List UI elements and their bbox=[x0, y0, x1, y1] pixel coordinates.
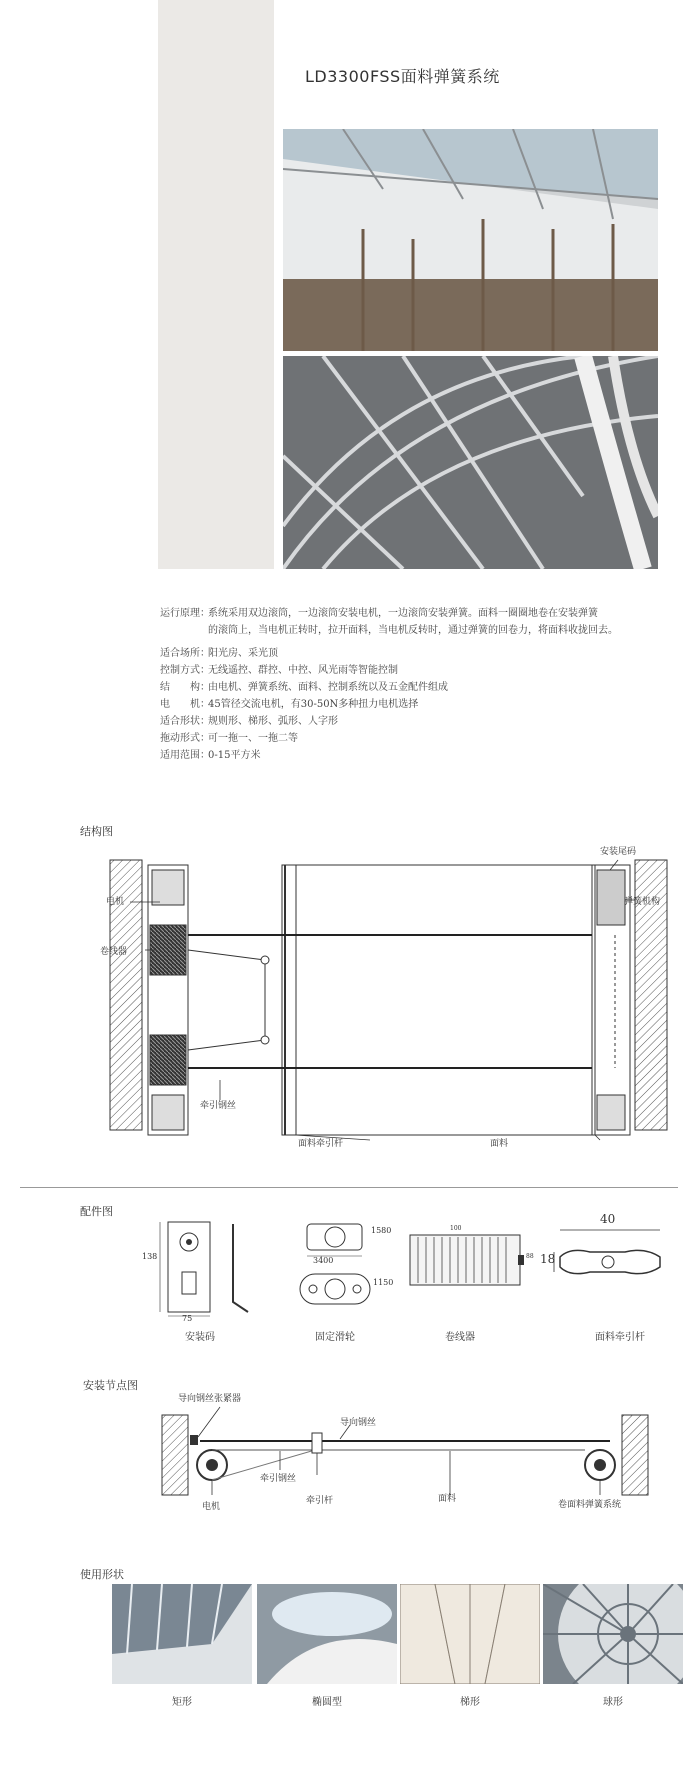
label-reel: 卷线器 bbox=[100, 947, 128, 957]
spec-label: 运行原理： bbox=[160, 608, 210, 619]
shape-photo-trapezoid bbox=[400, 1584, 540, 1684]
shape-caption: 椭圆型 bbox=[312, 1697, 342, 1708]
label-pull-bar: 面料牵引杆 bbox=[298, 1139, 344, 1149]
side-band bbox=[158, 0, 274, 569]
spec-row-control bbox=[160, 663, 398, 679]
spec-row-motor bbox=[160, 697, 418, 713]
spec-label: 拖动形式： bbox=[160, 733, 210, 744]
shape-caption: 球形 bbox=[603, 1697, 623, 1708]
part-caption: 面料牵引杆 bbox=[595, 1332, 645, 1343]
part-dim: 88 bbox=[526, 1253, 534, 1260]
spec-row-range bbox=[160, 748, 260, 764]
spec-row-principle bbox=[160, 606, 598, 622]
spec-label: 结 构： bbox=[160, 682, 210, 693]
spec-text: 的滚筒上，当电机正转时，拉开面料，当电机反转时，通过弹簧的回卷力，将面料收拢回去。 bbox=[208, 625, 618, 636]
shape-photo-sphere bbox=[543, 1584, 683, 1684]
reel-bottom bbox=[150, 1035, 186, 1085]
label-fabric: 面料 bbox=[490, 1139, 509, 1149]
part-dim: 18 bbox=[540, 1252, 556, 1266]
shape-photo-ellipse bbox=[257, 1584, 397, 1684]
spec-row-shape bbox=[160, 714, 338, 730]
end-head-right bbox=[597, 1095, 625, 1130]
label-wire: 牵引钢丝 bbox=[200, 1101, 237, 1111]
reel-top bbox=[150, 925, 186, 975]
label-motor: 电机 bbox=[106, 897, 125, 907]
part-dim: 75 bbox=[182, 1314, 193, 1323]
part-dim: 100 bbox=[450, 1225, 462, 1232]
spec-row-structure bbox=[160, 680, 448, 696]
shape-caption: 矩形 bbox=[172, 1697, 192, 1708]
lattice-photo-bottom bbox=[283, 356, 658, 569]
part-dim: 40 bbox=[600, 1212, 616, 1226]
label-pull-bar: 牵引杆 bbox=[306, 1496, 334, 1506]
spec-label: 适用范围： bbox=[160, 750, 210, 761]
spec-text: 由电机、弹簧系统、面料、控制系统以及五金配件组成 bbox=[208, 682, 448, 693]
label-fabric: 面料 bbox=[438, 1494, 457, 1504]
part-reel bbox=[400, 1225, 540, 1305]
section-divider bbox=[20, 1187, 678, 1188]
spec-label: 适合形状： bbox=[160, 716, 210, 727]
spec-text: 45管径交流电机，有30-50N多种扭力电机选择 bbox=[208, 699, 419, 710]
spec-row-principle-cont bbox=[160, 623, 618, 639]
spec-text: 0-15平方米 bbox=[208, 750, 261, 761]
roof-photo-top bbox=[283, 129, 658, 351]
shape-photo-rectangle bbox=[112, 1584, 252, 1684]
spec-row-drag bbox=[160, 731, 298, 747]
page-title: LD3300FSS面料弹簧系统 bbox=[305, 67, 500, 86]
part-dim: 1580 bbox=[371, 1226, 392, 1235]
motor-head bbox=[152, 870, 184, 905]
label-spring: 弹簧机构 bbox=[624, 897, 661, 907]
part-caption: 卷线器 bbox=[445, 1332, 475, 1343]
part-pull-bar-profile bbox=[540, 1212, 670, 1312]
fabric-frame bbox=[285, 865, 595, 1135]
label-tensioner: 导向钢丝张紧器 bbox=[178, 1394, 242, 1404]
spec-text: 无线遥控、群控、中控、风光雨等智能控制 bbox=[208, 665, 398, 676]
spring-head bbox=[597, 870, 625, 925]
install-pull-bar bbox=[312, 1433, 322, 1453]
part-caption: 固定滑轮 bbox=[315, 1332, 355, 1343]
spec-label: 控制方式： bbox=[160, 665, 210, 676]
label-wire: 牵引钢丝 bbox=[260, 1474, 297, 1484]
label-motor: 电机 bbox=[202, 1502, 221, 1512]
part-dim: 1150 bbox=[373, 1278, 394, 1287]
part-caption: 安装码 bbox=[185, 1332, 215, 1343]
spec-label: 适合场所： bbox=[160, 648, 210, 659]
label-end-cap: 安装尾码 bbox=[600, 847, 637, 857]
part-dim: 3400 bbox=[313, 1256, 334, 1265]
install-left-wall bbox=[162, 1415, 188, 1495]
structure-heading: 结构图 bbox=[80, 825, 113, 838]
label-spring-system: 卷面料弹簧系统 bbox=[558, 1500, 622, 1510]
parts-heading: 配件图 bbox=[80, 1205, 113, 1218]
structure-diagram-svg bbox=[100, 840, 680, 1150]
label-guide-wire: 导向钢丝 bbox=[340, 1418, 377, 1428]
shape-caption: 梯形 bbox=[460, 1697, 480, 1708]
spec-row-venue bbox=[160, 646, 278, 662]
install-diagram-svg bbox=[160, 1395, 670, 1535]
install-right-wall bbox=[622, 1415, 648, 1495]
spec-text: 规则形、梯形、弧形、人字形 bbox=[208, 716, 338, 727]
spec-text: 阳光房、采光顶 bbox=[208, 648, 278, 659]
install-diagram bbox=[160, 1395, 670, 1535]
end-head-left bbox=[152, 1095, 184, 1130]
part-pulley bbox=[295, 1212, 395, 1322]
part-mount-bracket bbox=[142, 1212, 268, 1323]
spec-text: 可一拖一、一拖二等 bbox=[208, 733, 298, 744]
spec-text: 系统采用双边滚筒，一边滚筒安装电机，一边滚筒安装弹簧。面料一圈圈地卷在安装弹簧 bbox=[208, 608, 598, 619]
structure-diagram bbox=[100, 840, 680, 1150]
install-heading: 安装节点图 bbox=[83, 1379, 138, 1392]
part-dim: 138 bbox=[142, 1252, 158, 1261]
shapes-heading: 使用形状 bbox=[80, 1568, 124, 1581]
spec-label: 电 机： bbox=[160, 699, 210, 710]
